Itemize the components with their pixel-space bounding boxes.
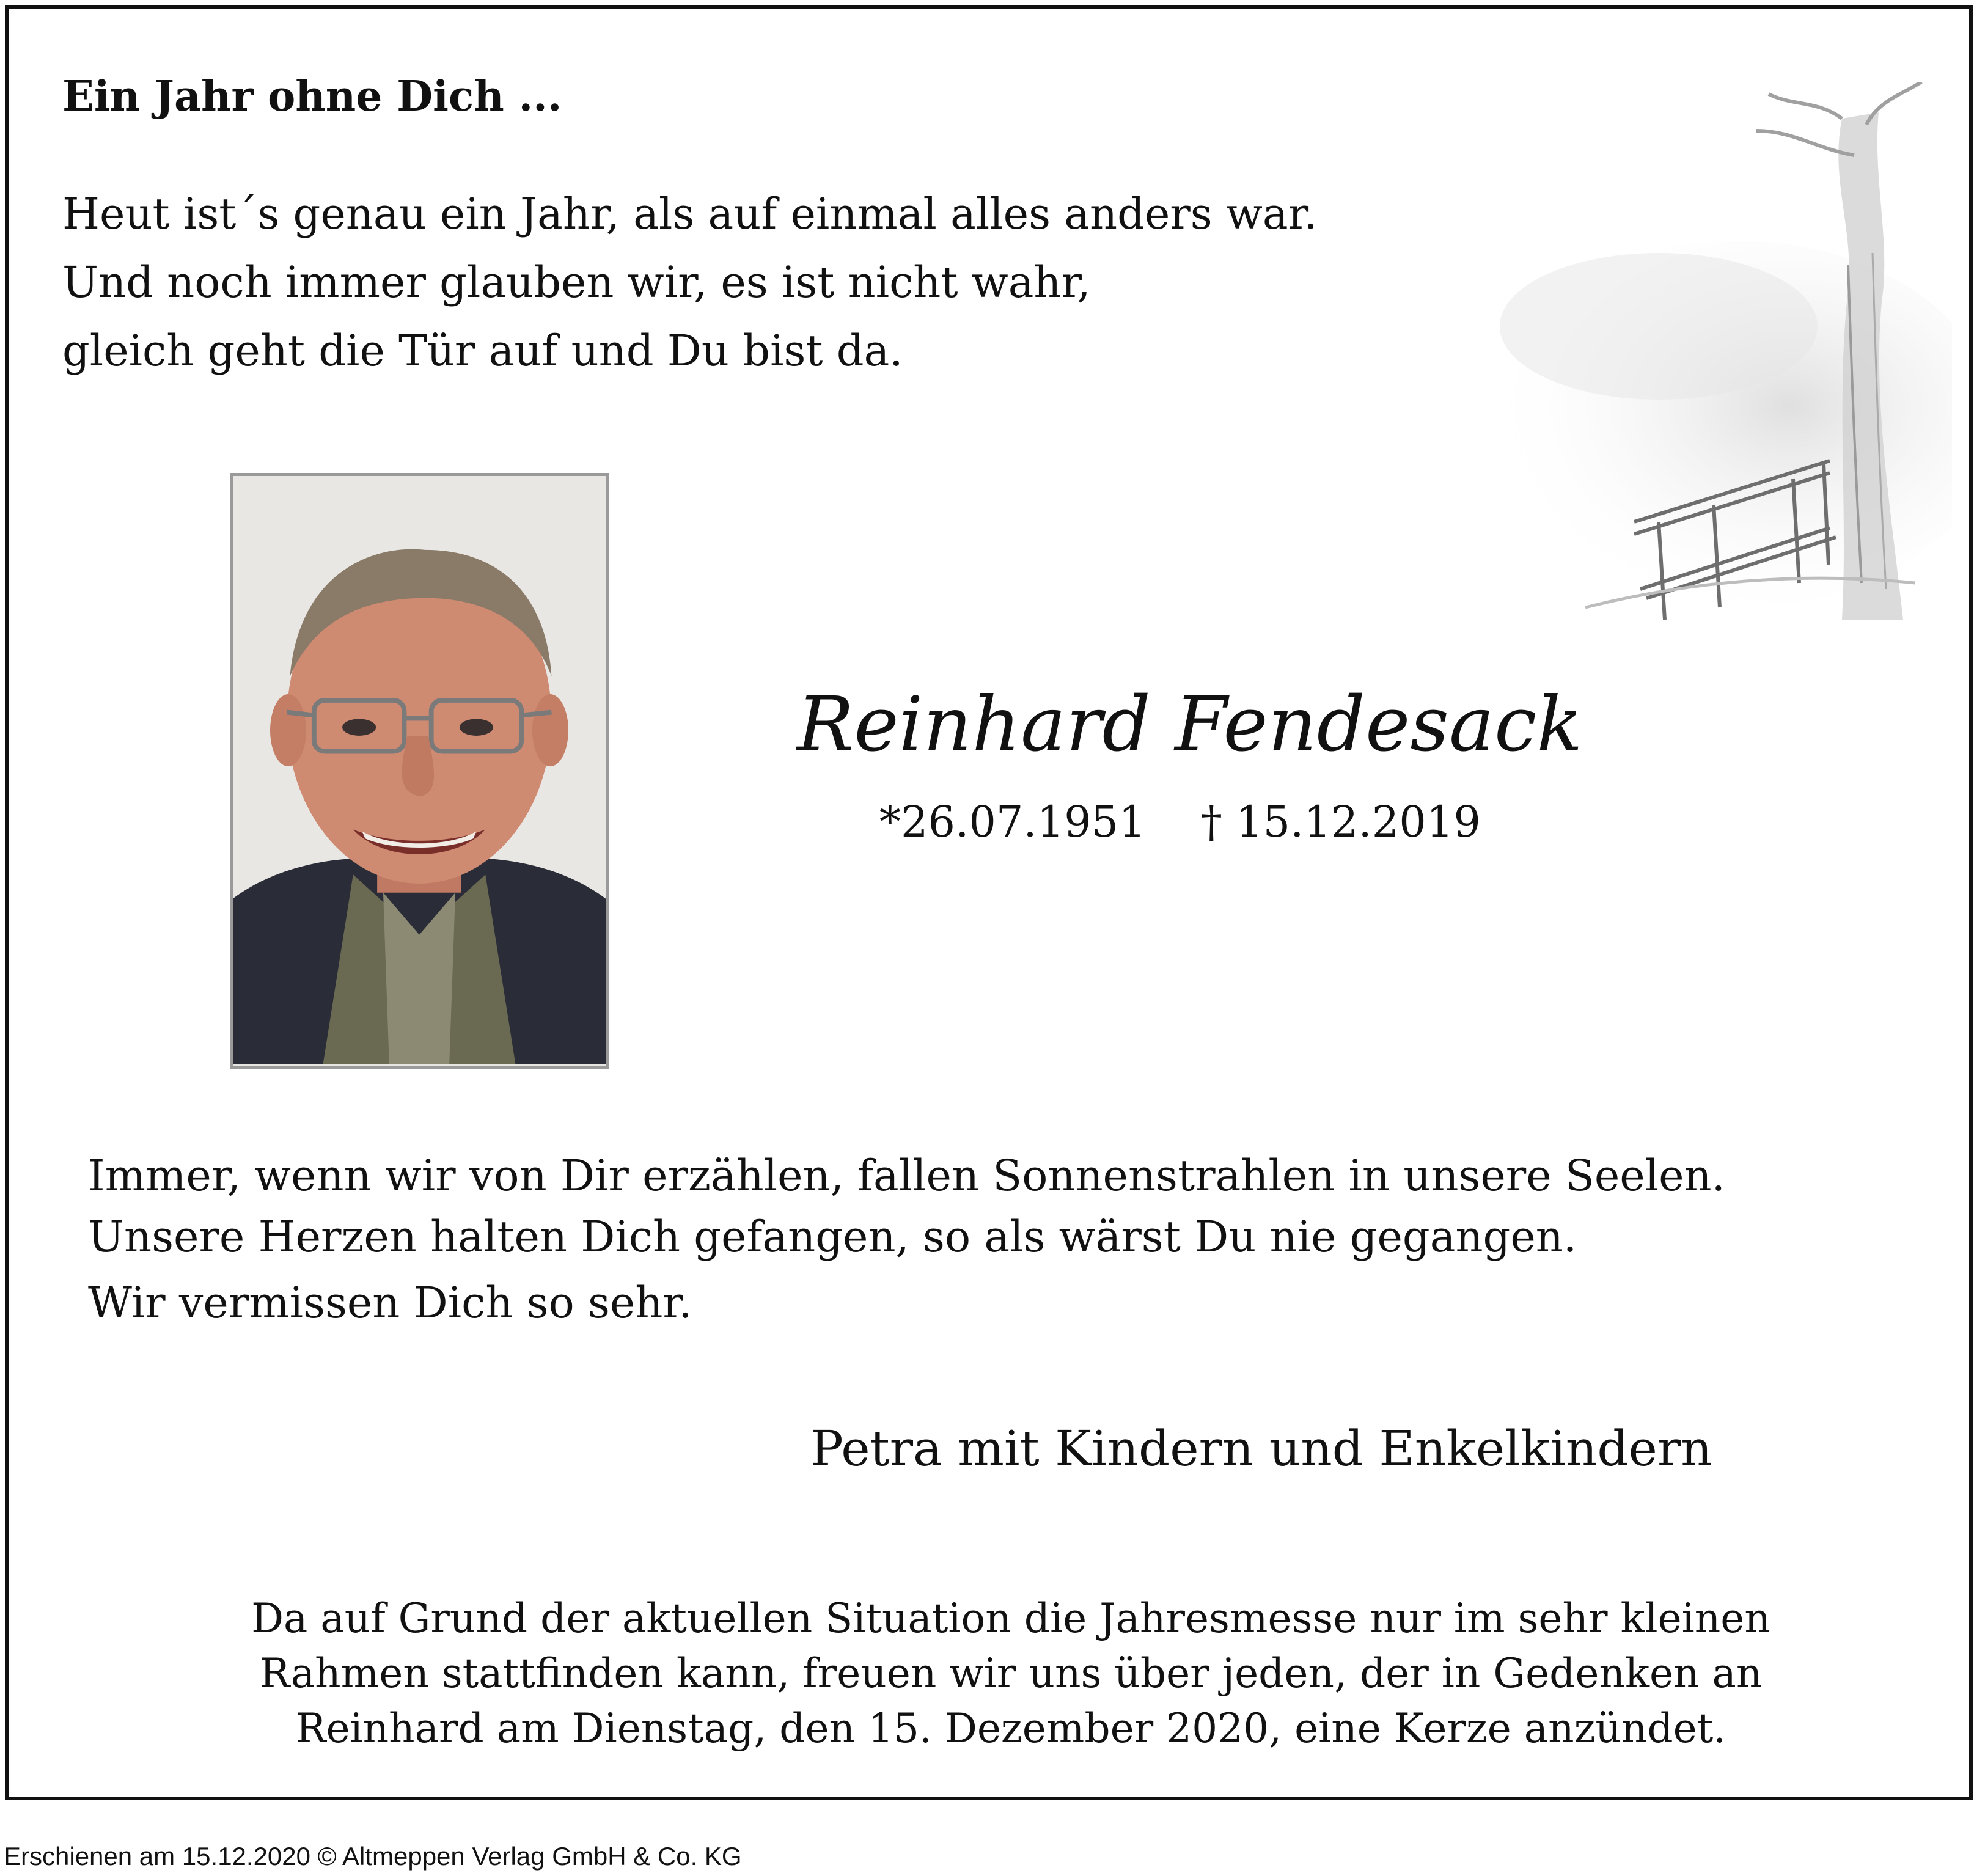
heading: Ein Jahr ohne Dich ... — [62, 72, 562, 121]
tree-bench-illustration — [1451, 82, 1952, 620]
verse-bottom — [88, 1145, 1725, 1333]
obituary-frame — [5, 5, 1973, 1800]
signature: Petra mit Kindern und Enkelkindern — [810, 1420, 1712, 1477]
notice-line: Reinhard am Dienstag, den 15. Dezember 2020, eine Kerze anzündet. — [295, 1705, 1726, 1752]
deceased-name: Reinhard Fendesack — [797, 681, 1583, 769]
mass-notice — [106, 1591, 1915, 1756]
notice-line: Da auf Grund der aktuellen Situation die Jahresmesse nur im sehr kleinen — [251, 1595, 1770, 1642]
verse-top-line: Heut ist´s genau ein Jahr, als auf einmal alles anders war. — [62, 189, 1318, 239]
verse-top-line: gleich geht die Tür auf und Du bist da. — [62, 326, 903, 376]
verse-bottom-line: Immer, wenn wir von Dir erzählen, fallen Sonnenstrahlen in unsere Seelen. — [88, 1151, 1725, 1201]
verse-bottom-line: Wir vermissen Dich so sehr. — [88, 1278, 692, 1328]
verse-top — [62, 180, 1318, 385]
birth-date: *26.07.1951 — [879, 797, 1146, 847]
life-dates — [879, 797, 1481, 847]
death-date: 15.12.2019 — [1236, 797, 1481, 847]
publication-footer: Erschienen am 15.12.2020 © Altmeppen Verlag GmbH & Co. KG — [4, 1842, 742, 1871]
verse-top-line: Und noch immer glauben wir, es ist nicht wahr, — [62, 257, 1091, 307]
notice-line: Rahmen stattfinden kann, freuen wir uns über jeden, der in Gedenken an — [259, 1650, 1763, 1697]
cross-icon: † — [1200, 797, 1222, 847]
portrait-photo — [230, 473, 609, 1069]
verse-bottom-line: Unsere Herzen halten Dich gefangen, so als wärst Du nie gegangen. — [88, 1212, 1577, 1262]
